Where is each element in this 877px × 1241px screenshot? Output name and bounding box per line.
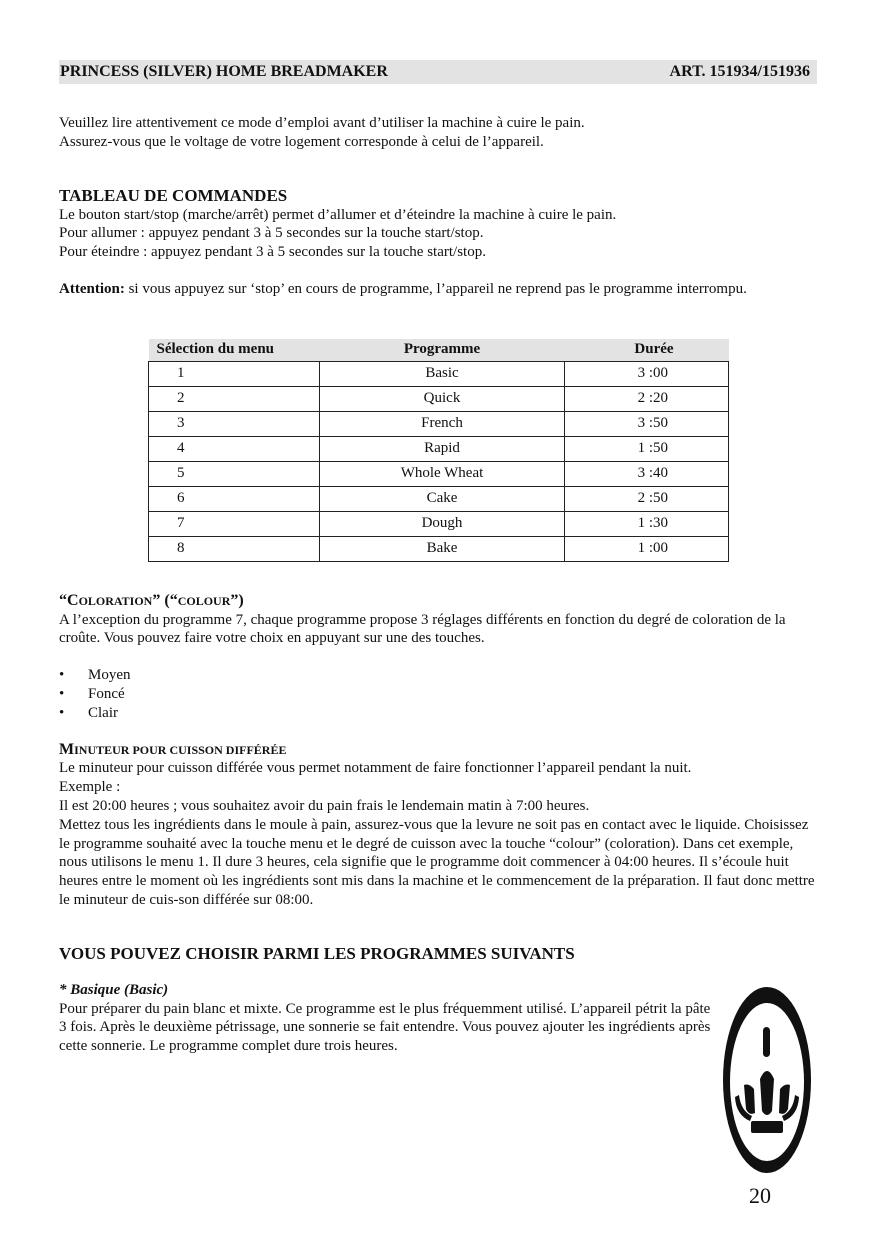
quote-close: ”) xyxy=(230,591,244,609)
cell-program: Bake xyxy=(320,536,565,561)
table-row xyxy=(149,461,729,486)
column-header-program: Programme xyxy=(320,339,565,362)
cell-menu: 3 xyxy=(149,411,320,436)
minuteur-text xyxy=(59,759,817,909)
intro-paragraph xyxy=(59,114,817,152)
table-row xyxy=(149,511,729,536)
cell-program: French xyxy=(320,411,565,436)
coloration-options-list xyxy=(59,666,817,722)
minuteur-heading xyxy=(59,741,817,760)
page-number: 20 xyxy=(749,1183,771,1208)
cell-menu: 6 xyxy=(149,486,320,511)
cell-duration: 1 :50 xyxy=(565,436,729,461)
coloration-initial: C xyxy=(67,591,79,609)
attention-text: si vous appuyez sur ‘stop’ en cours de programme, l’appareil ne reprend pas le programme interrompu. xyxy=(124,280,747,297)
list-item: • Foncé xyxy=(59,685,817,704)
header-title: PRINCESS (SILVER) HOME BREADMAKER xyxy=(60,62,388,80)
basic-program-title: * Basique (Basic) xyxy=(59,981,169,998)
table-row xyxy=(149,411,729,436)
list-item: • Moyen xyxy=(59,666,817,685)
list-item: • Clair xyxy=(59,704,817,723)
minuteur-line: Il est 20:00 heures ; vous souhaitez avoir du pain frais le lendemain matin à 7:00 heures. xyxy=(59,797,590,814)
attention-label: Attention: xyxy=(59,280,125,297)
programmes-heading: VOUS POUVEZ CHOISIR PARMI LES PROGRAMMES SUIVANTS xyxy=(59,943,575,963)
basic-program-text: Pour préparer du pain blanc et mixte. Ce programme est le plus fréquemment utilisé. L’appareil pétrit la pâte 3 fois. Après le deuxième pétrissage, une sonnerie se fait entendre. Vous pouvez ajouter les ingrédients après cette sonnerie. Le programme complet dure trois heures. xyxy=(59,1000,711,1055)
cell-menu: 5 xyxy=(149,461,320,486)
cell-program: Rapid xyxy=(320,436,565,461)
table-row xyxy=(149,436,729,461)
cell-duration: 3 :40 xyxy=(565,461,729,486)
cell-menu: 2 xyxy=(149,386,320,411)
intro-line: Veuillez lire attentivement ce mode d’emploi avant d’utiliser la machine à cuire le pain. xyxy=(59,115,585,131)
table-row xyxy=(149,361,729,386)
cell-menu: 8 xyxy=(149,536,320,561)
cell-menu: 4 xyxy=(149,436,320,461)
cell-duration: 2 :50 xyxy=(565,486,729,511)
menu-program-table xyxy=(148,339,729,562)
column-header-duration: Durée xyxy=(565,339,729,362)
minuteur-initial: M xyxy=(59,740,75,758)
intro-line: Assurez-vous que le voltage de votre logement corresponde à celui de l’appareil. xyxy=(59,133,544,150)
tableau-heading: TABLEAU DE COMMANDES xyxy=(59,185,288,205)
header-article-number: ART. 151934/151936 xyxy=(669,62,810,80)
minuteur-line: Exemple : xyxy=(59,779,121,796)
cell-program: Whole Wheat xyxy=(320,461,565,486)
table-row xyxy=(149,536,729,561)
table-row xyxy=(149,386,729,411)
page-header xyxy=(59,60,817,84)
attention-note xyxy=(59,280,817,299)
cell-menu: 1 xyxy=(149,361,320,386)
tableau-text xyxy=(59,206,817,262)
minuteur-line: Le minuteur pour cuisson différée vous permet notamment de faire fonctionner l’appareil pendant la nuit. xyxy=(59,760,692,777)
quote-mid: ” (“ xyxy=(152,591,178,609)
cell-program: Cake xyxy=(320,486,565,511)
tableau-line: Pour éteindre : appuyez pendant 3 à 5 secondes sur la touche start/stop. xyxy=(59,244,486,261)
cell-duration: 3 :50 xyxy=(565,411,729,436)
cell-duration: 1 :30 xyxy=(565,511,729,536)
coloration-rest: OLORATION xyxy=(78,593,153,608)
table-row xyxy=(149,486,729,511)
tableau-line: Le bouton start/stop (marche/arrêt) permet d’allumer et d’éteindre la machine à cuire le pain. xyxy=(59,206,617,223)
coloration-text: A l’exception du programme 7, chaque programme propose 3 réglages différents en fonction du degré de coloration de la croûte. Vous pouvez faire votre choix en appuyant sur une des touches. xyxy=(59,611,786,647)
tableau-line: Pour allumer : appuyez pendant 3 à 5 secondes sur la touche start/stop. xyxy=(59,225,484,242)
cell-duration: 3 :00 xyxy=(565,361,729,386)
colour-word: COLOUR xyxy=(177,593,231,608)
cell-program: Dough xyxy=(320,511,565,536)
column-header-menu: Sélection du menu xyxy=(149,339,320,362)
cell-program: Quick xyxy=(320,386,565,411)
cell-duration: 1 :00 xyxy=(565,536,729,561)
cell-program: Basic xyxy=(320,361,565,386)
coloration-heading xyxy=(59,592,817,611)
breadmaker-logo-icon xyxy=(722,985,812,1175)
cell-menu: 7 xyxy=(149,511,320,536)
minuteur-line: Mettez tous les ingrédients dans le moule à pain, assurez-vous que la levure ne soit pas en contact avec le liquide. Choisissez le programme souhaité avec la touche menu et le degré de cuisson avec la touche “colour” (coloration). Dans cet exemple, nous utilisons le menu 1. Il dure 3 heures, cela signifie que le programme doit commencer à 04:00 heures. Il s’écoule huit heures entre le moment où les ingrédients sont mis dans la machine et le commencement de la préparation. Il faut donc mettre le minuteur de cuis-son différée sur 08:00. xyxy=(59,816,815,908)
table-header-row xyxy=(149,339,729,362)
quote-open: “ xyxy=(59,591,67,609)
minuteur-rest: INUTEUR POUR CUISSON DIFFÉRÉE xyxy=(74,742,287,757)
manual-page xyxy=(59,60,817,1056)
cell-duration: 2 :20 xyxy=(565,386,729,411)
